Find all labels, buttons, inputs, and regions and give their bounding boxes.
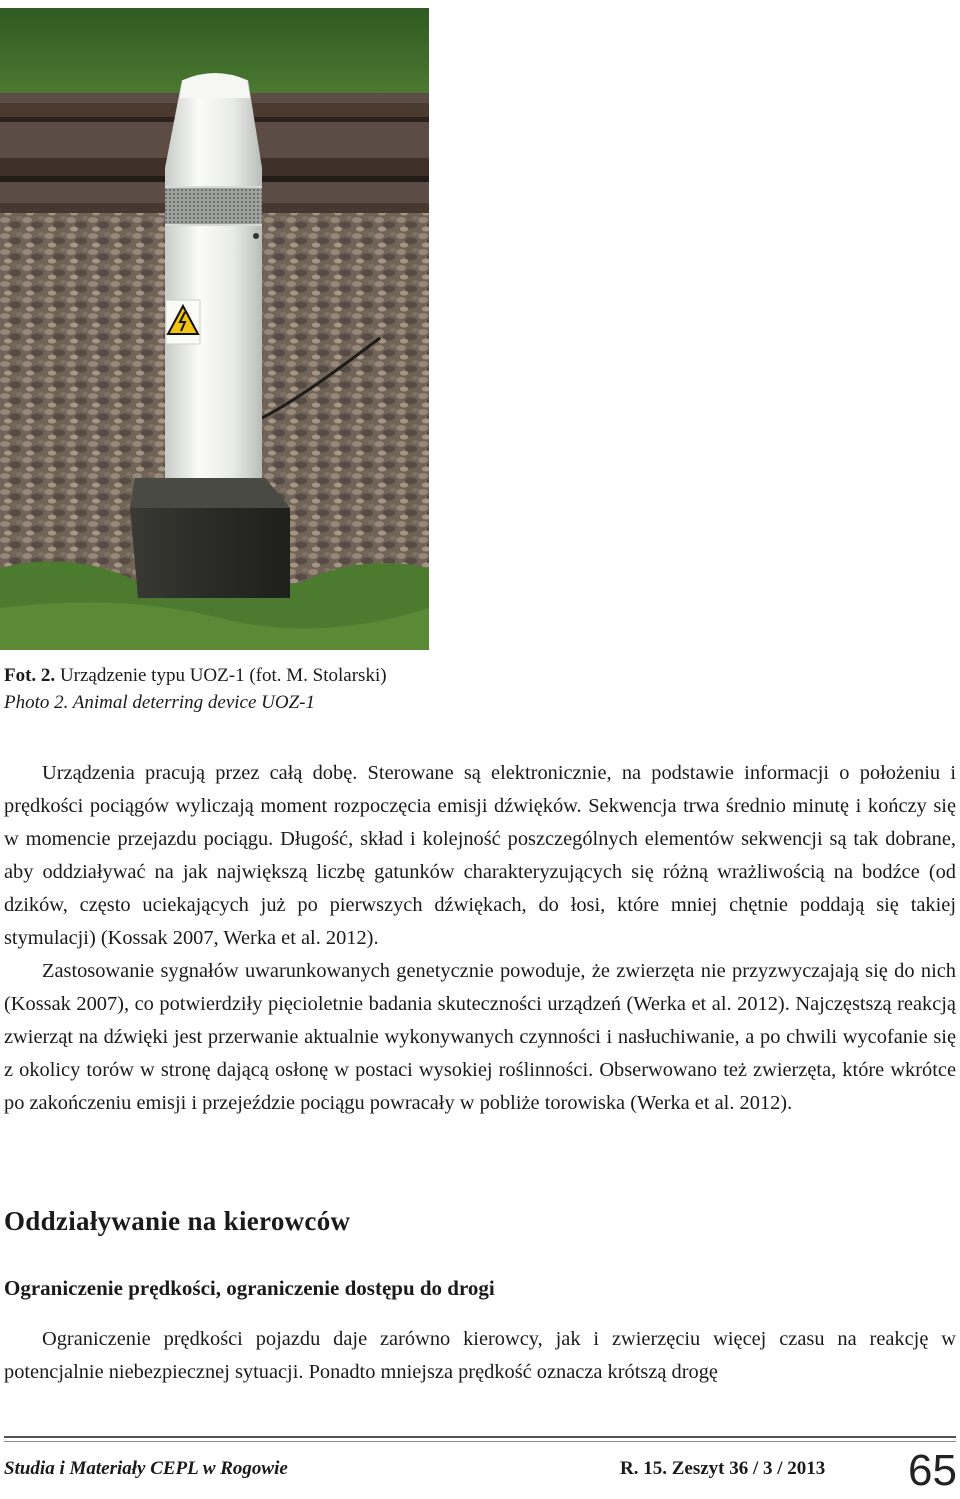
issue-info: R. 15. Zeszyt 36 / 3 / 2013 [620, 1458, 826, 1479]
footer-rule [4, 1436, 956, 1438]
paragraph: Zastosowanie sygnałów uwarunkowanych genetycznie powoduje, że zwierzęta nie przyzwyczajają się do nich (Kossak 2007), co potwierdziły pięcioletnie badania skuteczności urządzeń (Werka et al. 2012). Najczęstszą reakcją zwierząt na dźwięki jest przerwanie aktualnie wykonywanych czynności i nasłuchiwanie, a po chwili wycofanie się z okolicy torów w stronę dającą osłonę w postaci wysokiej roślinności. Obserwowano też zwierzęta, które wkrótce po zakończeniu emisji i przejeździe pociągu powracały w pobliże torowiska (Werka et al. 2012). [4, 960, 956, 1114]
paragraph: Ograniczenie prędkości pojazdu daje zarówno kierowcy, jak i zwierzęciu więcej czasu na reakcję w potencjalnie niebezpiecznej sytuacji. Ponadto mniejsza prędkość oznacza krótszą drogę [4, 1328, 956, 1383]
footer-rule-thin [4, 1441, 956, 1442]
journal-name: Studia i Materiały CEPL w Rogowie [4, 1458, 288, 1479]
paragraph: Urządzenia pracują przez całą dobę. Sterowane są elektronicznie, na podstawie informacji o położeniu i prędkości pociągów wyliczają moment rozpoczęcia emisji dźwięków. Sekwencja trwa średnio minutę i kończy się w momencie przejazdu pociągu. Długość, skład i kolejność poszczególnych elementów sekwencji są tak dobrane, aby oddziaływać na jak największą liczbę gatunków charakteryzujących się różną wrażliwością na bodźce (od dzików, często uciekających już po pierwszych dźwiękach, do łosi, które mniej chętnie poddają się takiej stymulacji) (Kossak 2007, Werka et al. 2012). [4, 762, 956, 949]
figure-label: Fot. 2. [4, 665, 56, 686]
section-heading: Oddziaływanie na kierowców [4, 1206, 351, 1236]
photo-uoz1-device [0, 8, 429, 650]
figure-caption-pl [4, 665, 387, 687]
subsection-heading: Ograniczenie prędkości, ograniczenie dostępu do drogi [4, 1276, 495, 1300]
figure-caption-en: Photo 2. Animal deterring device UOZ-1 [4, 692, 315, 713]
speaker-mesh [165, 186, 262, 226]
figure-caption-text: Urządzenie typu UOZ-1 (fot. M. Stolarski) [59, 665, 387, 686]
page-number: 65 [908, 1446, 957, 1495]
body-text-continued [4, 1323, 956, 1389]
body-text [4, 757, 956, 1120]
device-tube [165, 80, 262, 478]
